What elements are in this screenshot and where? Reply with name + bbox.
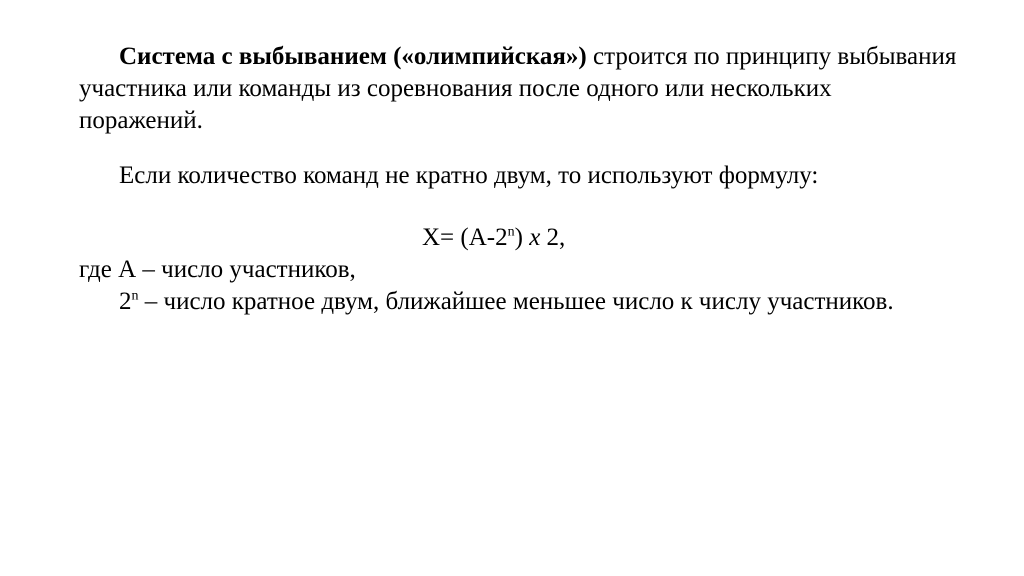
slide-text-block	[79, 41, 959, 318]
definition-a: где А – число участников,	[79, 256, 356, 283]
formula-multiply-sign: х	[529, 224, 541, 251]
olympic-system-term: Система с выбыванием («олимпийская»)	[119, 43, 587, 70]
definition-2n-text: – число кратное двум, ближайшее меньшее число к числу участников.	[138, 288, 894, 315]
definition-2n-base: 2	[119, 288, 132, 315]
olympic-system-definition: строится по принципу выбывания участника или команды из соревнования после одного или нескольких поражений.	[79, 43, 957, 134]
formula-middle: )	[514, 224, 530, 251]
paragraph-olympic-system	[79, 41, 959, 137]
formula	[79, 222, 959, 254]
formula-suffix: 2,	[540, 224, 566, 251]
paragraph-not-multiple-of-two: Если количество команд не кратно двум, то используют формулу:	[119, 162, 819, 189]
formula-exponent: n	[507, 224, 515, 240]
definition-2n-exponent: n	[131, 288, 139, 304]
definition-2n	[79, 286, 959, 318]
formula-prefix: X= (А-2	[422, 224, 508, 251]
